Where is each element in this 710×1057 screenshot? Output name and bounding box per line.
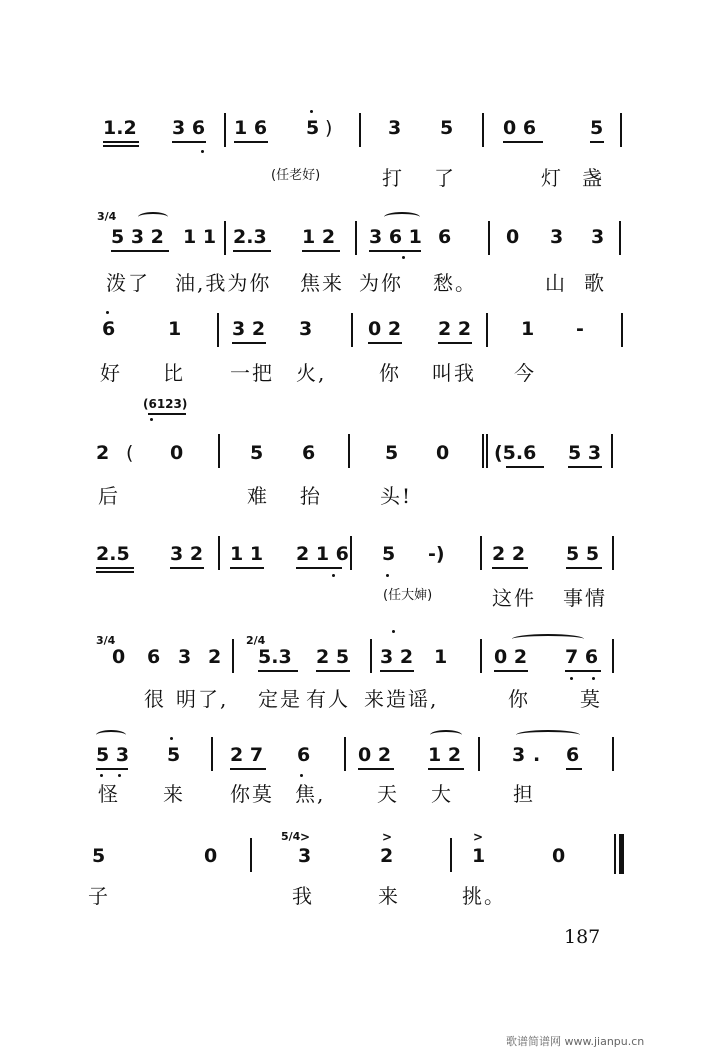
barline xyxy=(612,737,614,771)
note: 0 2 xyxy=(494,646,528,668)
note: 1 1 xyxy=(230,543,264,565)
note: 3 xyxy=(591,226,605,248)
lyric: 这件 xyxy=(492,586,536,610)
note: 3 6 1 xyxy=(369,226,422,248)
note: 5 3 xyxy=(568,442,602,464)
note: 3 2 xyxy=(170,543,204,565)
lyric: 怪 xyxy=(98,782,120,806)
note: 1 xyxy=(472,845,486,867)
time-signature: 3/4 xyxy=(96,634,116,647)
lyric: 你莫 xyxy=(230,782,274,806)
barline xyxy=(480,536,482,570)
time-signature: 2/4 xyxy=(246,634,266,647)
lyric: 打 xyxy=(382,166,404,190)
note: 0 xyxy=(506,226,520,248)
accent-mark: > xyxy=(300,830,311,844)
lyric: 为你 xyxy=(359,271,403,295)
barline xyxy=(619,221,621,255)
barline xyxy=(359,113,361,147)
barline xyxy=(250,838,252,872)
barline xyxy=(350,536,352,570)
time-signature: 3/4 xyxy=(97,210,117,223)
note: 0 6 xyxy=(503,117,537,139)
barline xyxy=(486,313,488,347)
barline xyxy=(224,221,226,255)
note: -) xyxy=(428,543,445,565)
note: 6 xyxy=(147,646,161,668)
note: 0 xyxy=(552,845,566,867)
note: 5 3 2 xyxy=(111,226,164,248)
note: 3 xyxy=(550,226,564,248)
accent-mark: > xyxy=(382,830,393,844)
barline xyxy=(355,221,357,255)
note: 2 1 6 xyxy=(296,543,349,565)
lyric: 叫我 xyxy=(432,361,476,385)
watermark: 歌谱简谱网 www.jianpu.cn xyxy=(506,1035,645,1048)
note: 3 2 xyxy=(380,646,414,668)
lyric: 焦, xyxy=(295,782,326,806)
lyric: 天 xyxy=(377,782,399,806)
lyric: 山 xyxy=(545,271,567,295)
barline xyxy=(224,113,226,147)
barline xyxy=(211,737,213,771)
note: 5 xyxy=(382,543,396,565)
barline xyxy=(486,434,488,468)
note: 5 5 xyxy=(566,543,600,565)
lyric: 头! xyxy=(380,484,413,508)
barline xyxy=(218,434,220,468)
note: 2.5 xyxy=(96,543,130,565)
lyric: 定是 xyxy=(258,687,302,711)
note: 6 xyxy=(102,318,116,340)
lyric: 愁。 xyxy=(433,271,477,295)
speaker-label: (任大婶) xyxy=(383,588,433,603)
speaker-label: (任老好) xyxy=(271,168,321,183)
note: 1 2 xyxy=(302,226,336,248)
note: 1 xyxy=(521,318,535,340)
paren: ) xyxy=(325,117,333,139)
note: 5 xyxy=(167,744,181,766)
lyric: 担 xyxy=(513,782,535,806)
barline xyxy=(232,639,234,673)
lyric: 一把 xyxy=(230,361,274,385)
barline xyxy=(611,434,613,468)
lyric: 来 xyxy=(163,782,185,806)
note: 0 xyxy=(436,442,450,464)
note: 0 xyxy=(204,845,218,867)
lyric: 泼了 xyxy=(106,271,150,295)
lyric: 挑。 xyxy=(462,884,506,908)
barline xyxy=(351,313,353,347)
note: 3 xyxy=(298,845,312,867)
paren: ( xyxy=(126,442,134,464)
note: 2 xyxy=(380,845,394,867)
note: 7 6 xyxy=(565,646,599,668)
note: 1 xyxy=(434,646,448,668)
barline xyxy=(612,536,614,570)
lyric: 难 xyxy=(247,484,269,508)
note: 5.3 xyxy=(258,646,292,668)
lyric: 油,我为你 xyxy=(175,271,272,295)
note: 0 xyxy=(170,442,184,464)
lyric: 焦来 xyxy=(300,271,344,295)
lyric: 很 xyxy=(144,687,166,711)
note: 3 xyxy=(512,744,526,766)
note: 6 xyxy=(302,442,316,464)
barline xyxy=(217,313,219,347)
note: 5 xyxy=(306,117,320,139)
barline xyxy=(488,221,490,255)
lyric: 火, xyxy=(296,361,327,385)
page-number: 187 xyxy=(564,926,601,948)
lyric: 来 xyxy=(378,884,400,908)
note: 1 xyxy=(168,318,182,340)
note: 5 xyxy=(440,117,454,139)
note: 5 xyxy=(385,442,399,464)
lyric: 抬 xyxy=(300,484,322,508)
lyric: 歌 xyxy=(584,271,606,295)
note: 2 7 xyxy=(230,744,264,766)
note: 0 2 xyxy=(368,318,402,340)
lyric: 来造谣, xyxy=(364,687,439,711)
lyric: 我 xyxy=(292,884,314,908)
note: 1 6 xyxy=(234,117,268,139)
lyric: 了 xyxy=(434,166,456,190)
barline xyxy=(482,113,484,147)
lyric: 比 xyxy=(163,361,185,385)
lyric: 子 xyxy=(88,884,110,908)
barline xyxy=(450,838,452,872)
note: . xyxy=(533,744,541,766)
note: 3 2 xyxy=(232,318,266,340)
note: 5 xyxy=(92,845,106,867)
note: 2 xyxy=(96,442,110,464)
note: 3 6 xyxy=(172,117,206,139)
note: 2.3 xyxy=(233,226,267,248)
note: 0 xyxy=(112,646,126,668)
lyric: 你 xyxy=(508,687,530,711)
note: 5 3 xyxy=(96,744,130,766)
barline xyxy=(218,536,220,570)
note: (5.6 xyxy=(494,442,537,464)
lyric: 莫 xyxy=(580,687,602,711)
ornament-figure: (6123) xyxy=(143,397,188,411)
lyric: 后 xyxy=(98,484,120,508)
note: 2 5 xyxy=(316,646,350,668)
barline xyxy=(482,434,484,468)
lyric: 好 xyxy=(100,361,122,385)
note: 5 xyxy=(590,117,604,139)
lyric: 你 xyxy=(379,361,401,385)
note: 5 xyxy=(250,442,264,464)
barline xyxy=(480,639,482,673)
grace-mark: 5/4 xyxy=(281,830,301,843)
lyric: 盏 xyxy=(582,166,604,190)
lyric: 大 xyxy=(431,782,453,806)
note: 2 xyxy=(208,646,222,668)
final-barline xyxy=(614,834,616,874)
final-barline xyxy=(619,834,624,874)
barline xyxy=(478,737,480,771)
note: 2 2 xyxy=(492,543,526,565)
barline xyxy=(348,434,350,468)
note: 2 2 xyxy=(438,318,472,340)
note: 3 xyxy=(388,117,402,139)
barline xyxy=(344,737,346,771)
note: 3 xyxy=(299,318,313,340)
barline xyxy=(612,639,614,673)
note: 1 2 xyxy=(428,744,462,766)
barline xyxy=(370,639,372,673)
lyric: 事情 xyxy=(563,586,607,610)
note: 6 xyxy=(438,226,452,248)
accent-mark: > xyxy=(473,830,484,844)
note: 1.2 xyxy=(103,117,137,139)
lyric: 灯 xyxy=(541,166,563,190)
note: - xyxy=(576,318,584,340)
lyric: 明了, xyxy=(176,687,229,711)
note: 3 xyxy=(178,646,192,668)
barline xyxy=(620,113,622,147)
note: 6 xyxy=(566,744,580,766)
lyric: 今 xyxy=(514,361,536,385)
lyric: 有人 xyxy=(306,687,350,711)
note: 0 2 xyxy=(358,744,392,766)
barline xyxy=(621,313,623,347)
note: 6 xyxy=(297,744,311,766)
note: 1 1 xyxy=(183,226,217,248)
